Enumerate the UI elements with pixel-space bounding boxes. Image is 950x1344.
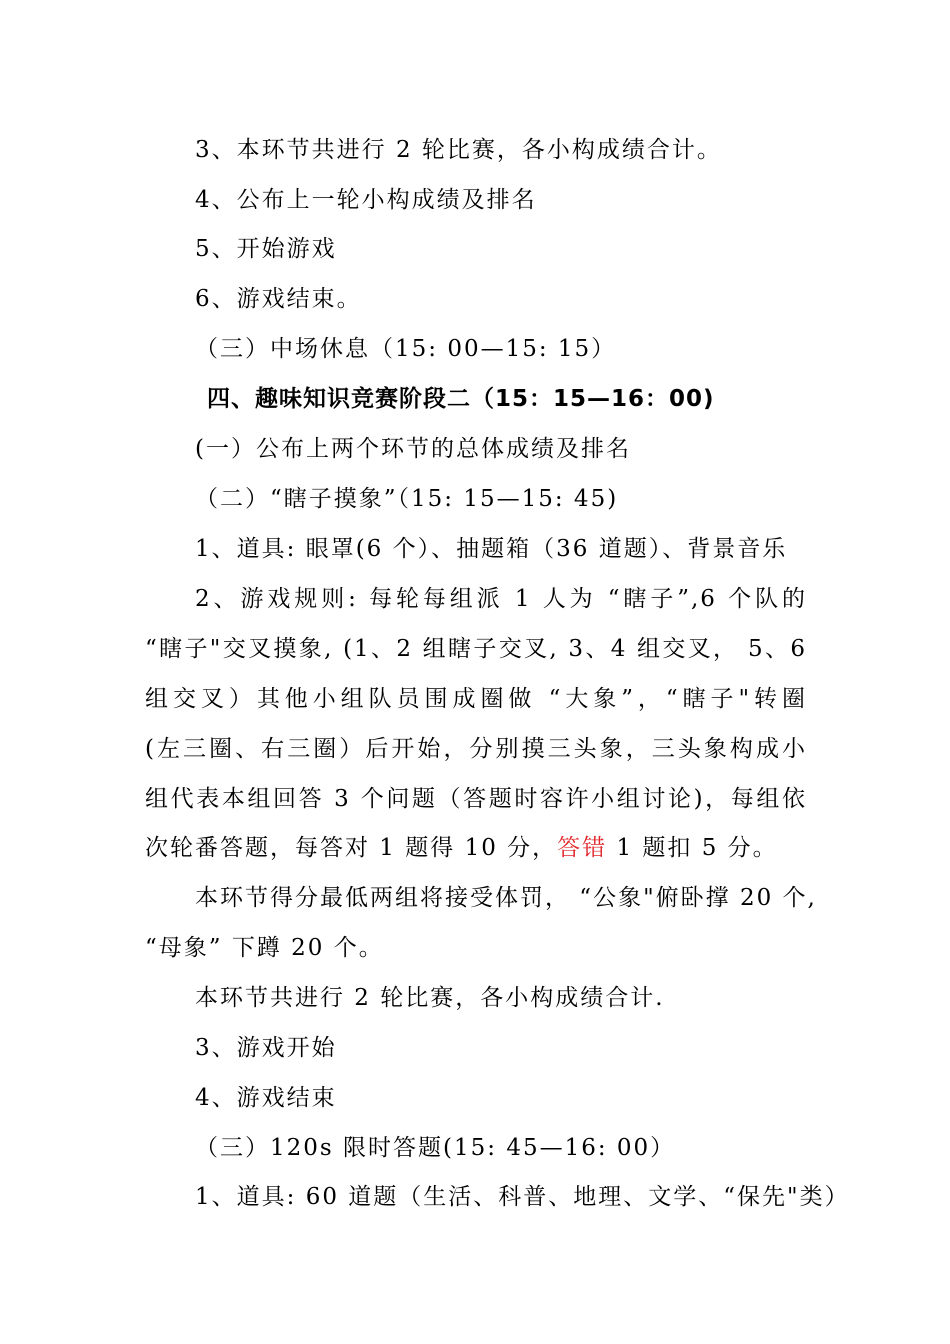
subsection-heading: （二）“瞎子摸象”（15: 15—15: 45) [195,486,619,512]
paragraph-line: “瞎子"交叉摸象, (1、2 组瞎子交叉, 3、4 组交叉， 5、6 [145,636,807,662]
highlighted-text: 答错 [557,835,608,861]
paragraph-line [145,833,778,863]
paragraph-line: 4、游戏结束 [195,1085,337,1111]
paragraph-line: 4、公布上一轮小构成绩及排名 [195,187,537,213]
paragraph-line: 3、游戏开始 [195,1035,337,1061]
paragraph-line: 1、道具: 60 道题（生活、科普、地理、文学、“保先"类） [195,1184,850,1210]
paragraph-line: 5、开始游戏 [195,236,337,262]
subsection-heading: （三）120s 限时答题(15: 45—16: 00） [195,1135,676,1161]
paragraph-line: (左三圈、右三圈）后开始，分别摸三头象，三头象构成小 [145,736,807,762]
paragraph-line: 3、本环节共进行 2 轮比赛，各小构成绩合计。 [195,137,722,163]
text-run: 次轮番答题，每答对 1 题得 10 分， [145,835,558,861]
paragraph-line: 组代表本组回答 3 个问题（答题时容许小组讨论)，每组依 [145,786,807,812]
subsection-heading: (一）公布上两个环节的总体成绩及排名 [195,436,631,462]
paragraph-line: 1、道具: 眼罩(6 个）、抽题箱（36 道题）、背景音乐 [195,536,788,562]
paragraph-line: 2、游戏规则: 每轮每组派 1 人为 “瞎子”,6 个队的 [195,586,807,612]
paragraph-line: 本环节共进行 2 轮比赛，各小构成绩合计. [195,985,665,1011]
subsection-heading: （三）中场休息（15: 00—15: 15） [195,336,617,362]
paragraph-line: “母象” 下蹲 20 个。 [145,935,384,961]
paragraph-line: 6、游戏结束。 [195,286,362,312]
section-heading: 四、趣味知识竞赛阶段二（15：15—16：00) [207,386,715,412]
paragraph-line: 本环节得分最低两组将接受体罚， “公象"俯卧撑 20 个, [195,885,817,911]
text-run: 1 题扣 5 分。 [607,835,778,861]
paragraph-line: 组交叉）其他小组队员围成圈做 “大象”，“瞎子"转圈 [145,686,807,712]
